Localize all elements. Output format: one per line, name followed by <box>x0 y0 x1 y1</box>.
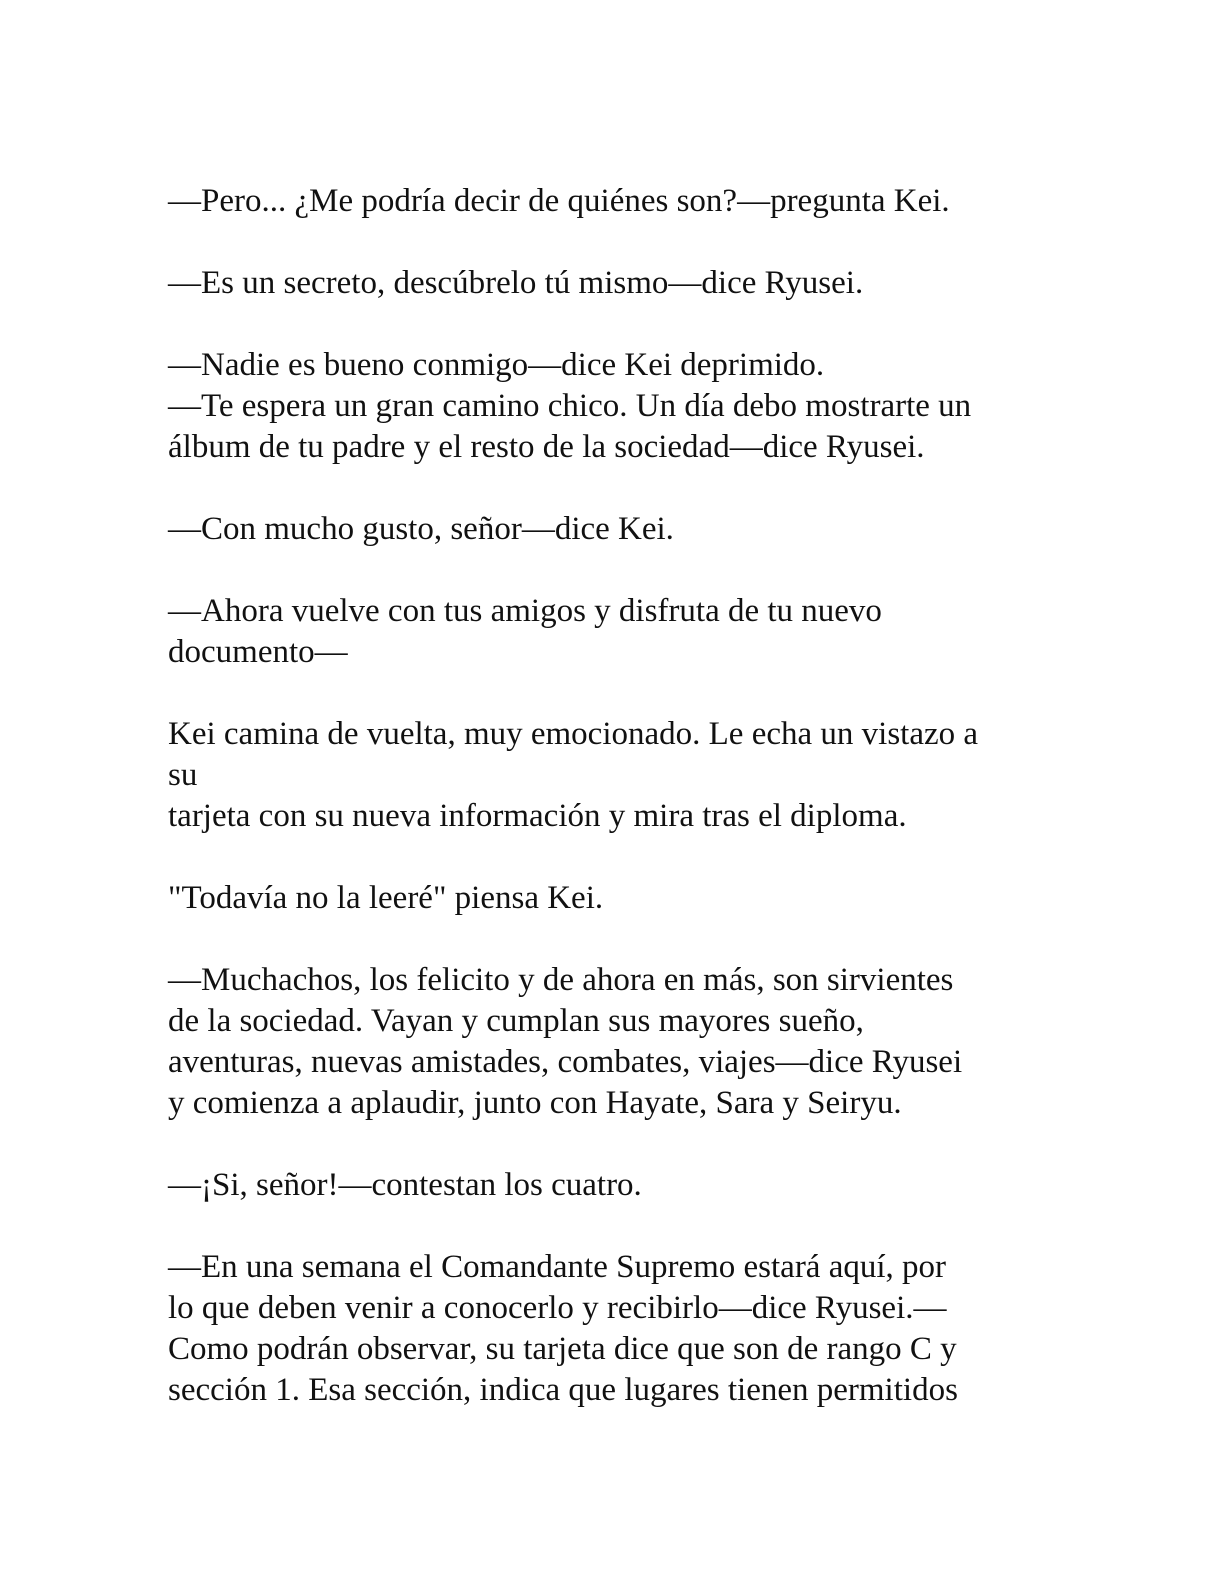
paragraph-gap <box>168 304 1068 345</box>
text-line: de la sociedad. Vayan y cumplan sus mayores sueño, <box>168 1003 864 1039</box>
text-line: "Todavía no la leeré" piensa Kei. <box>168 880 604 916</box>
text-line: Kei camina de vuelta, muy emocionado. Le echa un vistazo a <box>168 716 979 752</box>
text-line: —Te espera un gran camino chico. Un día debo mostrarte un <box>168 388 972 424</box>
paragraph-gap <box>168 1124 1068 1165</box>
text-line: Como podrán observar, su tarjeta dice que son de rango C y <box>168 1331 957 1367</box>
text-line: su <box>168 757 198 793</box>
text-line: aventuras, nuevas amistades, combates, viajes—dice Ryusei <box>168 1044 963 1080</box>
text-line: —¡Si, señor!—contestan los cuatro. <box>168 1167 642 1203</box>
paragraph-gap <box>168 837 1068 878</box>
text-line: —En una semana el Comandante Supremo estará aquí, por <box>168 1249 947 1285</box>
text-line: tarjeta con su nueva información y mira tras el diploma. <box>168 798 907 834</box>
text-line: —Con mucho gusto, señor—dice Kei. <box>168 511 674 547</box>
document-body <box>168 181 1068 1411</box>
paragraph-gap <box>168 919 1068 960</box>
paragraph-gap <box>168 673 1068 714</box>
text-line: —Pero... ¿Me podría decir de quiénes son?—pregunta Kei. <box>168 183 950 219</box>
paragraph-gap <box>168 468 1068 509</box>
text-line: sección 1. Esa sección, indica que lugares tienen permitidos <box>168 1372 958 1408</box>
text-line: —Nadie es bueno conmigo—dice Kei deprimido. <box>168 347 825 383</box>
paragraph-gap <box>168 222 1068 263</box>
text-line: álbum de tu padre y el resto de la sociedad—dice Ryusei. <box>168 429 925 465</box>
text-line: —Es un secreto, descúbrelo tú mismo—dice Ryusei. <box>168 265 864 301</box>
text-line: —Muchachos, los felicito y de ahora en más, son sirvientes <box>168 962 954 998</box>
paragraph-gap <box>168 1206 1068 1247</box>
text-line: —Ahora vuelve con tus amigos y disfruta de tu nuevo <box>168 593 882 629</box>
text-line: lo que deben venir a conocerlo y recibirlo—dice Ryusei.— <box>168 1290 947 1326</box>
paragraph-gap <box>168 550 1068 591</box>
text-line: y comienza a aplaudir, junto con Hayate, Sara y Seiryu. <box>168 1085 902 1121</box>
text-line: documento— <box>168 634 348 670</box>
